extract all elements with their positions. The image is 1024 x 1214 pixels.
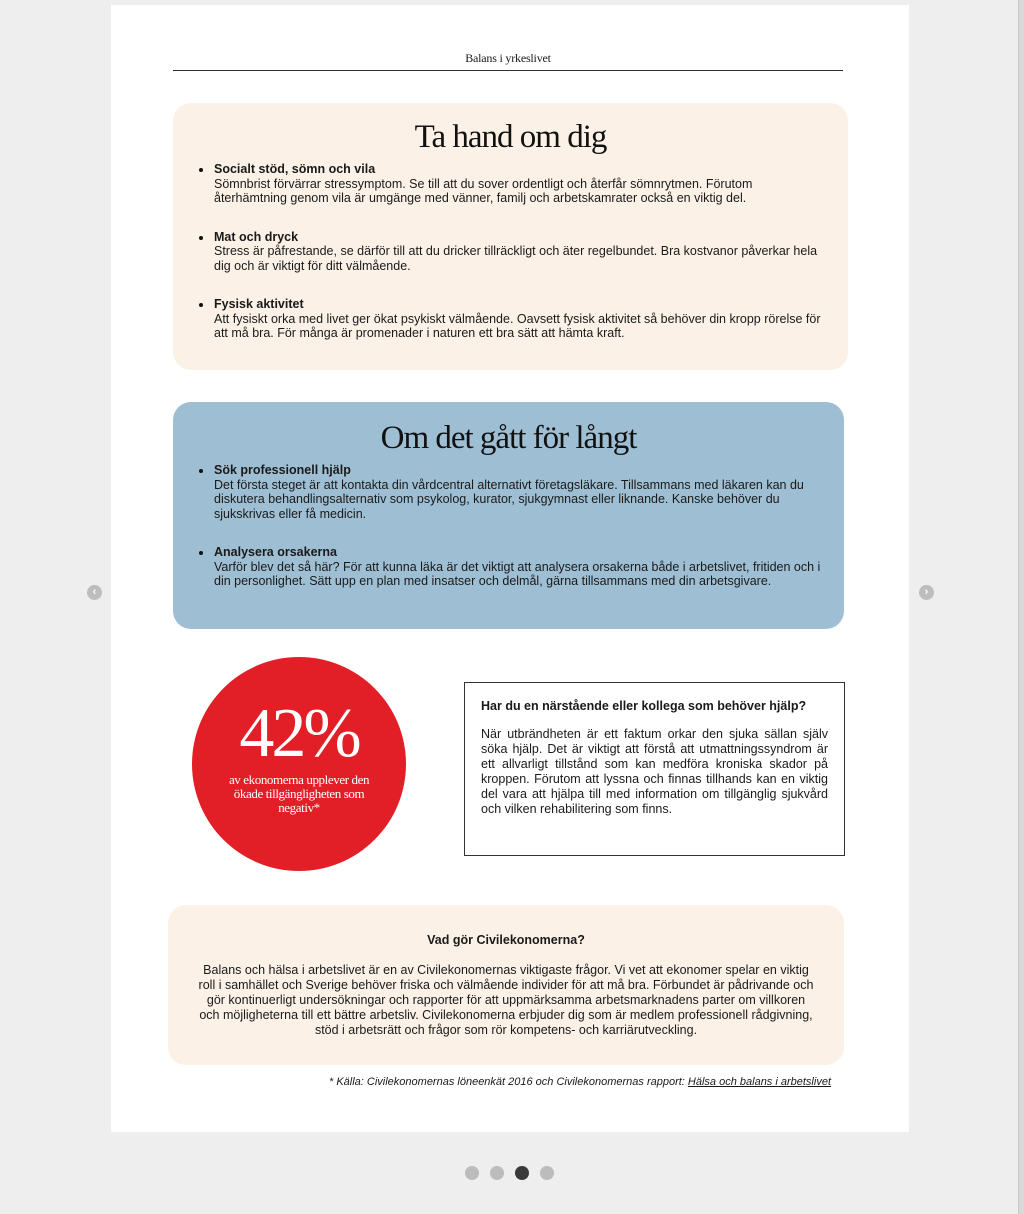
list-item [197,162,826,206]
running-header: Balans i yrkeslivet [173,51,843,71]
gone-too-far-box [173,402,844,629]
item-heading: Analysera orsakerna [214,545,337,559]
stat-caption: av ekonomerna upplever den ökade tillgängligheten som negativ* [228,772,370,815]
page-dots [465,1166,554,1180]
item-body: Sömnbrist förvärrar stressymptom. Se till att du sover ordentligt och återfår sömnrytmen. Förutom återhämtning genom vila är umgänge med vänner, familj och arbetskamrater också en viktig del. [214,176,753,205]
what-title: Vad gör Civilekonomerna? [427,933,585,947]
list-item [197,230,826,274]
page-dot-3[interactable] [515,1166,529,1180]
item-heading: Fysisk aktivitet [214,297,304,311]
help-body: När utbrändheten är ett faktum orkar den sjuka sällan själv söka hjälp. Det är viktigt att förstå att utmattningssyndrom är ett allvarligt tillstånd som kan medföra kroniska skador på kroppen. Förutom att lyssna och finnas tillhands kan en viktig del vara att hjälpa till med information om tillgänglig sjukvård och vilken rehabilitering som finns. [481,727,828,816]
chevron-right-icon[interactable]: › [919,585,934,600]
document-page [111,5,909,1132]
page-dot-2[interactable] [490,1166,504,1180]
footnote-text: * Källa: Civilekonomernas löneenkät 2016 och Civilekonomernas rapport: [329,1076,688,1088]
page-dot-1[interactable] [465,1166,479,1180]
chevron-left-icon[interactable]: ‹ [87,585,102,600]
list-item [197,463,822,521]
stat-circle [192,657,406,871]
page-dot-4[interactable] [540,1166,554,1180]
item-body: Stress är påfrestande, se därför till att du dricker tillräckligt och äter regelbundet. Bra kostvanor påverkar hela dig och är viktigt för ditt välmående. [214,244,818,273]
list-item [197,545,822,589]
care-box [173,103,848,370]
gone-too-far-list [197,463,822,589]
item-heading: Mat och dryck [214,229,299,244]
scrollbar-edge [1018,0,1024,1214]
what-body: Balans och hälsa i arbetslivet är en av Civilekonomernas viktigaste frågor. Vi vet att ekonomer spelar en viktig roll i samhället och Sverige behöver friska och välmående individer för att må bra. Förbundet är pådrivande och gör kontinuerligt undersökningar och rapporter för att uppmärksamma arbetsmarknadens parter om villkoren och möjligheterna till ett bättre arbetsliv. Civilekonomerna erbjuder dig som är medlem professionell rådgivning, stöd i arbetsrätt och frågor som rör kompetens- och karriärutveckling. [198,963,814,1037]
stat-value: 42% [239,695,359,772]
care-list [197,162,826,341]
care-title: Ta hand om dig [414,119,607,155]
item-body: Det första steget är att kontakta din vårdcentral alternativt företagsläkare. Tillsammans med läkaren kan du diskutera behandlingsalternativ som psykolog, kurator, sjukgymnast eller liknande. Kanske behöver du sjukskrivas eller få medicin. [214,477,804,521]
list-item [197,297,826,341]
item-heading: Sök professionell hjälp [214,463,351,477]
item-heading: Socialt stöd, sömn och vila [214,162,376,176]
gone-too-far-title: Om det gått för långt [380,420,637,456]
help-box [464,682,845,856]
item-body: Varför blev det så här? För att kunna läka är det viktigt att analysera orsakerna både i arbetslivet, fritiden och i din personlighet. Sätt upp en plan med insatser och delmål, gärna tillsammans med din arbetsgivare. [214,559,821,588]
item-body: Att fysiskt orka med livet ger ökat psykiskt välmående. Oavsett fysisk aktivitet så behöver din kropp rörelse för att må bra. För många är promenader i naturen ett bra sätt att hämta kraft. [214,311,821,340]
what-box [168,905,844,1065]
source-footnote [173,1076,831,1088]
help-title: Har du en närstående eller kollega som behöver hjälp? [481,699,807,713]
footnote-link[interactable]: Hälsa och balans i arbetslivet [687,1076,831,1088]
